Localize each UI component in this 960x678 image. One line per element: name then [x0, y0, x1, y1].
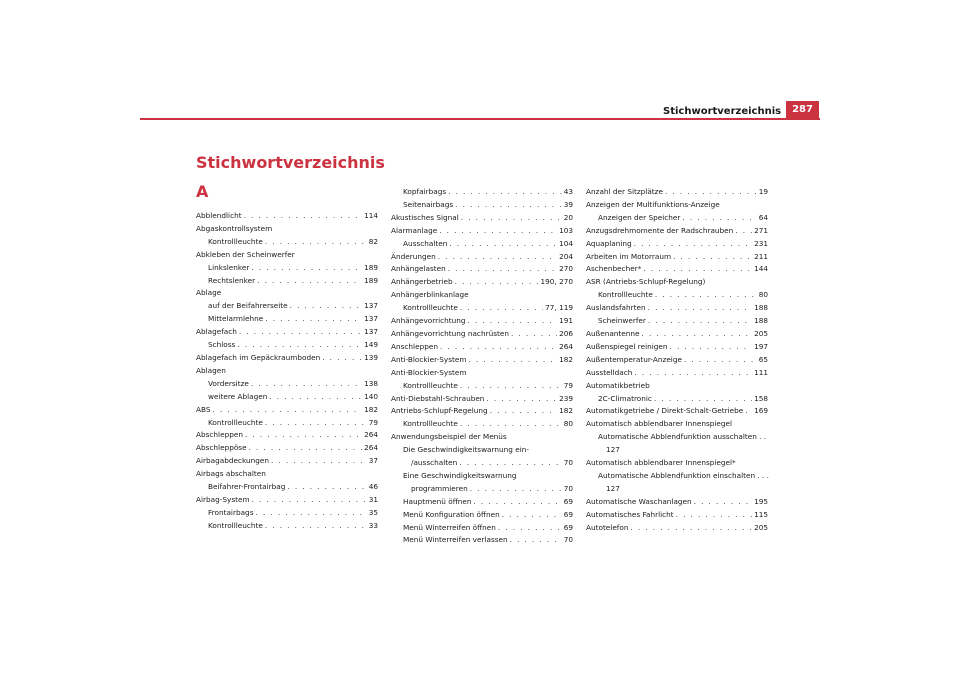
index-entry: [586, 238, 768, 251]
leader-dots: [265, 417, 367, 430]
index-entry: [391, 263, 573, 276]
entry-label: Ablagefach im Gepäckraumboden: [196, 352, 321, 362]
entry-label: Außenspiegel reinigen: [586, 341, 668, 351]
index-entry: [196, 236, 378, 249]
entry-label: ABS: [196, 404, 211, 414]
leader-dots: [460, 302, 543, 315]
leader-dots: [448, 263, 557, 276]
entry-page: 80: [563, 419, 573, 429]
index-entry: Die Geschwindigkeitswarnung ein-: [403, 445, 530, 455]
entry-page: 77, 119: [545, 303, 573, 313]
leader-dots: [634, 238, 752, 251]
entry-label: Menü Konfiguration öffnen: [403, 509, 500, 519]
entry-page: 39: [563, 199, 573, 209]
entry-label: Anti-Diebstahl-Schrauben: [391, 393, 485, 403]
leader-dots: [682, 212, 756, 225]
index-entry: [391, 341, 573, 354]
entry-label: Kontrollleuchte: [208, 236, 263, 246]
leader-dots: [673, 251, 752, 264]
entry-page: 182: [559, 354, 573, 364]
index-entry: [196, 520, 378, 533]
entry-label: Kontrollleuchte: [403, 419, 458, 429]
entry-label: weitere Ablagen: [208, 391, 268, 401]
index-entry: Airbags abschalten: [196, 469, 266, 479]
leader-dots: [648, 302, 752, 315]
index-entry: [586, 289, 768, 302]
entry-label: Außentemperatur-Anzeige: [586, 354, 682, 364]
entry-page: 43: [563, 187, 573, 196]
index-entry: [391, 405, 573, 418]
entry-label: Anhängevorrichtung: [391, 316, 466, 326]
entry-page: 189: [364, 262, 378, 272]
entry-label: Aschenbecher*: [586, 264, 642, 274]
leader-dots: [676, 509, 752, 522]
index-entry: [196, 455, 378, 468]
index-entry: [391, 534, 573, 547]
leader-dots: [461, 212, 562, 225]
header-rule: [140, 118, 820, 120]
leader-dots: [490, 405, 557, 418]
entry-page: 191: [559, 316, 573, 326]
entry-label: Außenantenne: [586, 328, 640, 338]
index-title: Stichwortverzeichnis: [196, 153, 385, 172]
index-entry: Anwendungsbeispiel der Menüs: [391, 432, 507, 442]
entry-page: 79: [368, 417, 378, 427]
entry-page: 111: [754, 367, 768, 377]
entry-label: Ablagefach: [196, 327, 237, 337]
entry-page: 70: [563, 483, 573, 493]
index-entry: [586, 186, 768, 199]
index-entry: [586, 263, 768, 276]
index-entry: [586, 328, 768, 341]
entry-label: Anhängerbetrieb: [391, 277, 453, 287]
entry-label: Automatikgetriebe / Direkt-Schalt-Getriebe: [586, 406, 744, 416]
leader-dots: [251, 262, 362, 275]
index-entry: [391, 509, 573, 522]
leader-dots: [460, 418, 562, 431]
entry-page: 82: [368, 236, 378, 246]
index-entry: [196, 300, 378, 313]
entry-label: Abschleppen: [196, 430, 243, 440]
index-entry: Automatikbetrieb: [586, 380, 650, 390]
index-entry: [391, 522, 573, 535]
index-entry: [391, 315, 573, 328]
entry-page: 271: [754, 225, 768, 235]
index-entry: [196, 352, 378, 365]
index-entry: Automatische Abblendfunktion ausschalten . .: [598, 432, 767, 442]
entry-label: Akustisches Signal: [391, 212, 459, 222]
entry-label: 2C-Climatronic: [598, 393, 652, 403]
entry-page: 70: [563, 535, 573, 545]
index-entry: [391, 225, 573, 238]
leader-dots: [440, 341, 557, 354]
index-entry: Anti-Blockier-System: [391, 367, 467, 377]
entry-label: Auslandsfahrten: [586, 303, 646, 313]
index-entry: [586, 496, 768, 509]
index-entry: [586, 251, 768, 264]
index-entry: [196, 442, 378, 455]
entry-label: Mittelarmlehne: [208, 314, 264, 324]
index-entry: [196, 481, 378, 494]
index-entry: [391, 251, 573, 264]
leader-dots: [265, 236, 367, 249]
leader-dots: [455, 199, 562, 212]
index-entry: [391, 418, 573, 431]
entry-page: 195: [754, 496, 768, 506]
entry-label: Kontrollleuchte: [598, 290, 653, 300]
entry-label: Alarmanlage: [391, 225, 438, 235]
entry-page: 197: [754, 341, 768, 351]
index-entry: [391, 212, 573, 225]
entry-label: Anschleppen: [391, 341, 438, 351]
entry-label: Kontrollleuchte: [403, 303, 458, 313]
entry-label: Abschleppöse: [196, 443, 247, 453]
index-entry: Abkleben der Scheinwerfer: [196, 249, 295, 259]
index-entry: [196, 417, 378, 430]
index-entry: [196, 429, 378, 442]
entry-label: Airbagabdeckungen: [196, 456, 269, 466]
entry-label: Antriebs-Schlupf-Regelung: [391, 406, 488, 416]
entry-label: Autotelefon: [586, 522, 629, 532]
entry-page: 204: [559, 251, 573, 261]
leader-dots: [449, 238, 557, 251]
leader-dots: [237, 339, 362, 352]
index-entry: Anhängerblinkanlage: [391, 290, 469, 300]
entry-label: Anhängelasten: [391, 264, 446, 274]
leader-dots: [245, 429, 362, 442]
entry-page: 182: [364, 404, 378, 414]
index-entry: [391, 328, 573, 341]
entry-label: auf der Beifahrerseite: [208, 301, 288, 311]
index-entry: [196, 507, 378, 520]
entry-label: Linkslenker: [208, 262, 250, 272]
entry-page: 205: [754, 328, 768, 338]
index-entry: Automatisch abblendbarer Innenspiegel: [586, 419, 733, 429]
leader-dots: [244, 210, 362, 223]
leader-dots: [249, 442, 362, 455]
leader-dots: [470, 483, 562, 496]
entry-label: Kontrollleuchte: [403, 380, 458, 390]
entry-page: 35: [368, 507, 378, 517]
index-entry: [586, 405, 768, 418]
leader-dots: [459, 457, 561, 470]
leader-dots: [694, 496, 752, 509]
leader-dots: [239, 326, 362, 339]
index-entry: [391, 199, 573, 212]
entry-page: 169: [754, 406, 768, 416]
leader-dots: [670, 341, 753, 354]
entry-page: 188: [754, 303, 768, 313]
leader-dots: [455, 276, 539, 289]
entry-page: 37: [368, 456, 378, 466]
leader-dots: [252, 494, 367, 507]
entry-label: Anzugsdrehmomente der Radschrauben: [586, 225, 734, 235]
index-entry: [196, 378, 378, 391]
entry-page: 64: [758, 212, 768, 222]
leader-dots: [498, 522, 562, 535]
leader-dots: [448, 186, 562, 199]
entry-label: Kontrollleuchte: [208, 417, 263, 427]
leader-dots: [257, 275, 362, 288]
index-entry: 127: [606, 445, 620, 455]
entry-label: Rechtslenker: [208, 275, 256, 285]
leader-dots: [251, 378, 362, 391]
index-entry: [391, 276, 573, 289]
entry-page: 103: [559, 225, 573, 235]
entry-page: 182: [559, 406, 573, 416]
entry-label: Vordersitze: [208, 378, 249, 388]
index-entry: Automatisch abblendbarer Innenspiegel*: [586, 458, 736, 468]
entry-label: Arbeiten im Motorraum: [586, 251, 672, 261]
entry-label: Menü Winterreifen öffnen: [403, 522, 496, 532]
entry-page: 137: [364, 301, 378, 311]
index-entry: [196, 275, 378, 288]
index-entry: [391, 354, 573, 367]
leader-dots: [271, 455, 367, 468]
entry-page: 144: [754, 264, 768, 274]
entry-page: 239: [559, 393, 573, 403]
index-entry: [196, 391, 378, 404]
leader-dots: [287, 481, 366, 494]
index-entry: [586, 509, 768, 522]
leader-dots: [486, 393, 557, 406]
index-entry: ASR (Antriebs-Schlupf-Regelung): [586, 277, 706, 287]
leader-dots: [265, 313, 362, 326]
entry-page: 190, 270: [540, 277, 573, 287]
entry-page: 140: [364, 391, 378, 401]
index-entry: Ablagen: [196, 365, 226, 375]
index-entry: [391, 238, 573, 251]
leader-dots: [511, 328, 557, 341]
leader-dots: [460, 380, 562, 393]
entry-label: Änderungen: [391, 251, 436, 261]
index-entry: [391, 483, 573, 496]
index-entry: [391, 380, 573, 393]
entry-label: Menü Winterreifen verlassen: [403, 535, 508, 545]
index-entry: [196, 339, 378, 352]
index-entry: [196, 210, 378, 223]
entry-page: 65: [758, 354, 768, 364]
leader-dots: [510, 534, 562, 547]
entry-label: Ausstelldach: [586, 367, 633, 377]
index-entry: [391, 457, 573, 470]
entry-label: Kontrollleuchte: [208, 520, 263, 530]
entry-page: 19: [758, 187, 768, 196]
entry-page: 69: [563, 496, 573, 506]
leader-dots: [684, 354, 757, 367]
leader-dots: [643, 263, 752, 276]
leader-dots: [439, 225, 557, 238]
entry-label: Airbag-System: [196, 494, 250, 504]
entry-label: Scheinwerfer: [598, 316, 646, 326]
index-column-2: [391, 186, 573, 547]
entry-page: 20: [563, 212, 573, 222]
entry-label: Automatisches Fahrlicht: [586, 509, 674, 519]
entry-page: 206: [559, 328, 573, 338]
leader-dots: [648, 315, 752, 328]
entry-label: Ausschalten: [403, 238, 448, 248]
index-entry: Ablage: [196, 288, 222, 298]
entry-page: 33: [368, 520, 378, 530]
entry-page: 69: [563, 522, 573, 532]
entry-page: 138: [364, 378, 378, 388]
entry-page: 189: [364, 275, 378, 285]
entry-label: Kopfairbags: [403, 187, 447, 196]
leader-dots: [473, 496, 561, 509]
index-entry: Abgaskontrollsystem: [196, 223, 273, 233]
entry-label: Abblendlicht: [196, 211, 242, 220]
running-header-title: Stichwortverzeichnis: [663, 106, 782, 117]
entry-label: Schloss: [208, 340, 236, 350]
leader-dots: [269, 391, 362, 404]
entry-page: 114: [364, 211, 378, 220]
index-column-3: [586, 186, 768, 534]
entry-page: 31: [368, 494, 378, 504]
index-entry: 127: [606, 483, 620, 493]
index-entry: [586, 302, 768, 315]
index-entry: [586, 341, 768, 354]
entry-label: Automatische Waschanlagen: [586, 496, 692, 506]
entry-page: 115: [754, 509, 768, 519]
leader-dots: [642, 328, 753, 341]
leader-dots: [735, 225, 752, 238]
entry-label: Beifahrer-Frontairbag: [208, 482, 286, 492]
index-entry: Automatische Abblendfunktion einschalten . . .: [598, 470, 769, 480]
entry-label: Anti-Blockier-System: [391, 354, 467, 364]
leader-dots: [322, 352, 362, 365]
index-entry: Anzeigen der Multifunktions-Anzeige: [586, 199, 720, 209]
leader-dots: [256, 507, 367, 520]
entry-page: 104: [559, 238, 573, 248]
index-entry: [196, 404, 378, 417]
entry-page: 264: [364, 443, 378, 453]
entry-page: 137: [364, 314, 378, 324]
index-entry: [196, 313, 378, 326]
entry-page: 264: [559, 341, 573, 351]
entry-page: 231: [754, 238, 768, 248]
leader-dots: [665, 186, 757, 199]
entry-page: 211: [754, 251, 768, 261]
entry-label: Anhängevorrichtung nachrüsten: [391, 328, 509, 338]
entry-label: Frontairbags: [208, 507, 254, 517]
index-entry: [586, 354, 768, 367]
entry-label: Hauptmenü öffnen: [403, 496, 472, 506]
index-entry: Eine Geschwindigkeitswarnung: [403, 470, 517, 480]
leader-dots: [213, 404, 363, 417]
entry-page: 270: [559, 264, 573, 274]
entry-label: Aquaplaning: [586, 238, 632, 248]
index-entry: [391, 496, 573, 509]
entry-label: Seitenairbags: [403, 199, 454, 209]
index-entry: [586, 212, 768, 225]
leader-dots: [290, 300, 362, 313]
entry-page: 46: [368, 482, 378, 492]
index-column-1: [196, 210, 378, 533]
entry-page: 80: [758, 290, 768, 300]
entry-page: 264: [364, 430, 378, 440]
index-entry: [586, 315, 768, 328]
index-entry: [391, 302, 573, 315]
leader-dots: [468, 315, 558, 328]
entry-page: 205: [754, 522, 768, 532]
section-letter: A: [196, 182, 209, 201]
entry-page: 69: [563, 509, 573, 519]
entry-label: Anzahl der Sitzplätze: [586, 187, 663, 196]
entry-page: 158: [754, 393, 768, 403]
index-entry: [586, 367, 768, 380]
leader-dots: [634, 367, 752, 380]
index-entry: [196, 494, 378, 507]
leader-dots: [630, 522, 752, 535]
index-entry: [196, 326, 378, 339]
index-entry: [586, 225, 768, 238]
leader-dots: [502, 509, 562, 522]
leader-dots: [265, 520, 367, 533]
index-entry: [391, 186, 573, 199]
entry-page: 70: [563, 458, 573, 468]
leader-dots: [655, 289, 757, 302]
entry-label: Anzeigen der Speicher: [598, 212, 681, 222]
index-entry: [586, 393, 768, 406]
entry-page: 79: [563, 380, 573, 390]
leader-dots: [745, 405, 752, 418]
index-entry: [391, 393, 573, 406]
entry-page: 149: [364, 340, 378, 350]
leader-dots: [469, 354, 558, 367]
entry-page: 139: [364, 352, 378, 362]
index-entry: [196, 262, 378, 275]
entry-label: /ausschalten: [411, 458, 458, 468]
leader-dots: [438, 251, 557, 264]
page-number-badge: 287: [786, 101, 819, 118]
leader-dots: [654, 393, 752, 406]
entry-page: 188: [754, 316, 768, 326]
entry-label: programmieren: [411, 483, 468, 493]
entry-page: 137: [364, 327, 378, 337]
index-entry: [586, 522, 768, 535]
